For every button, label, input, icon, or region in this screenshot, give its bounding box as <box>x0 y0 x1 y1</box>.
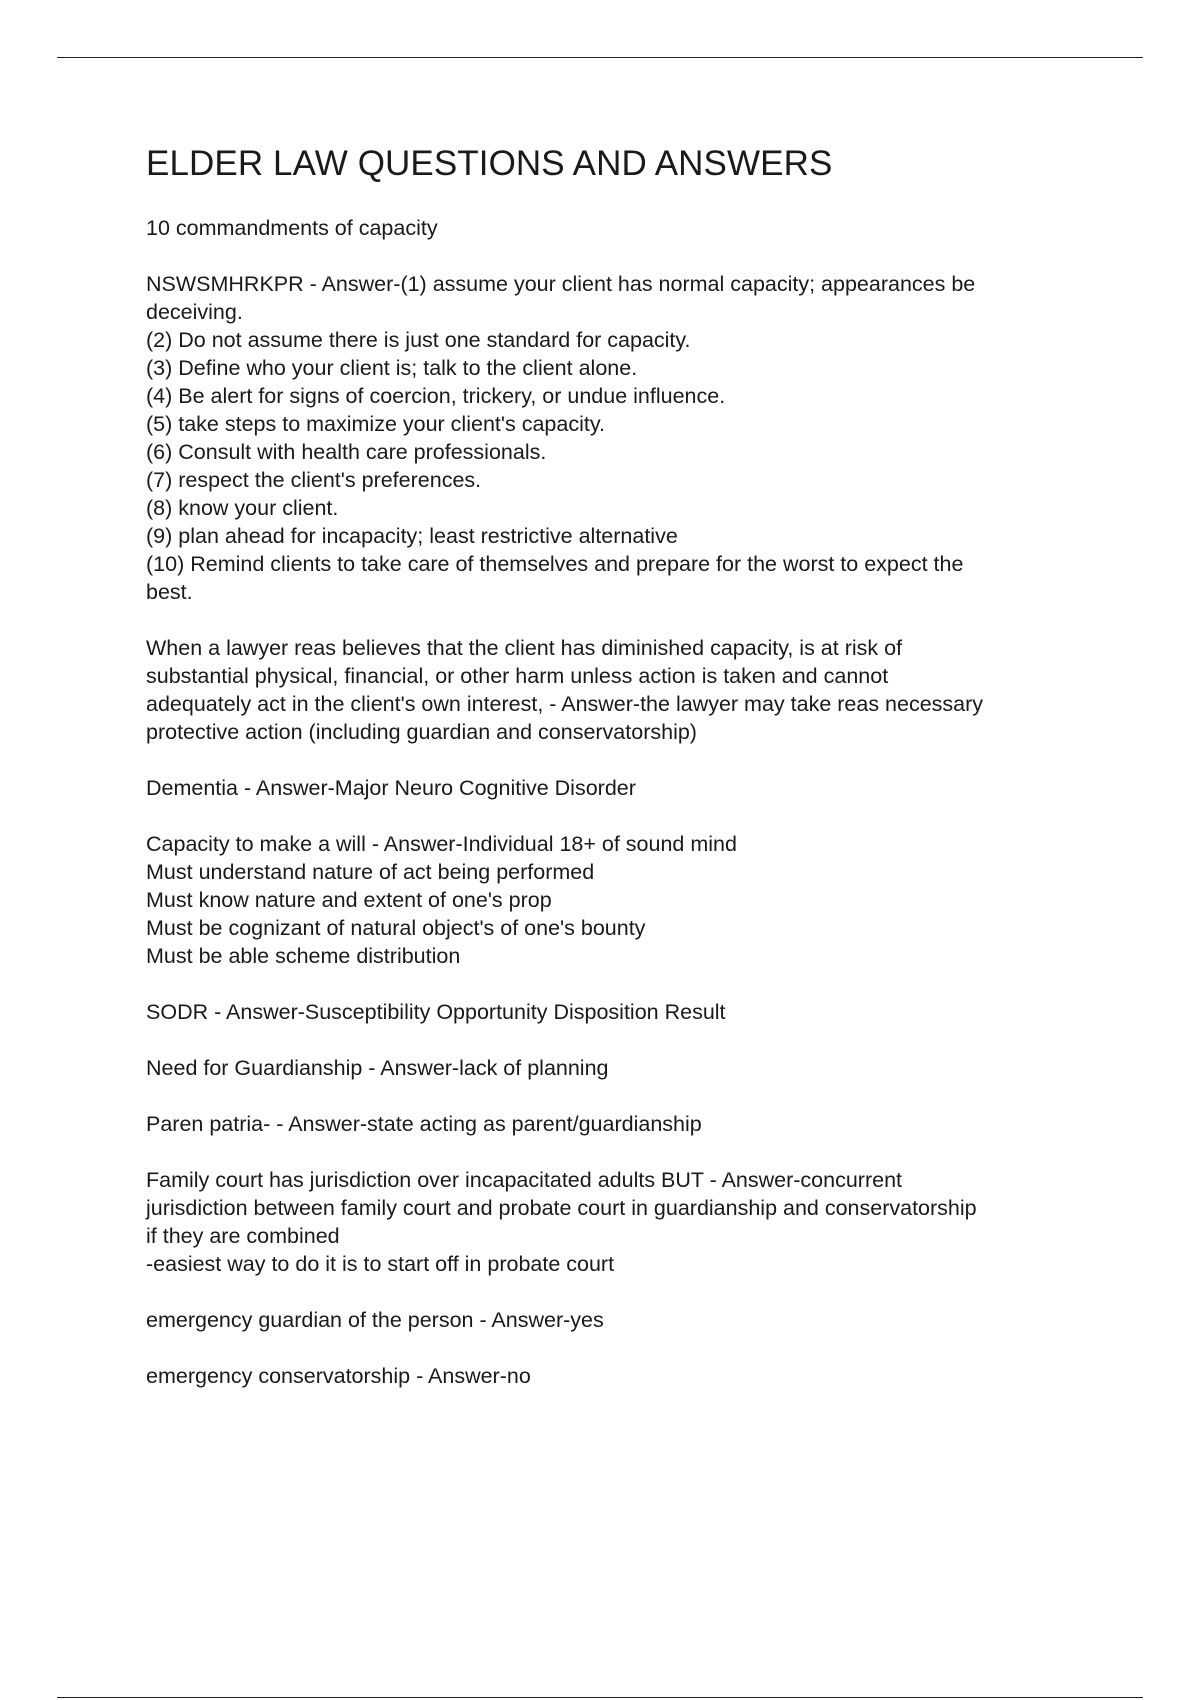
qa-line: Must know nature and extent of one's prop <box>146 888 552 912</box>
qa-item <box>146 634 1106 746</box>
document-title: ELDER LAW QUESTIONS AND ANSWERS <box>146 144 833 183</box>
qa-item <box>146 1362 1106 1390</box>
qa-line: deceiving. <box>146 300 243 324</box>
qa-item <box>146 1306 1106 1334</box>
top-rule <box>57 57 1143 58</box>
qa-line: (9) plan ahead for incapacity; least restrictive alternative <box>146 524 678 548</box>
qa-line: (7) respect the client's preferences. <box>146 468 482 492</box>
qa-line: (10) Remind clients to take care of themselves and prepare for the worst to expect the <box>146 552 964 576</box>
qa-list <box>146 270 1106 1390</box>
qa-item <box>146 270 1106 606</box>
qa-line: Capacity to make a will - Answer-Individual 18+ of sound mind <box>146 832 737 856</box>
qa-line: adequately act in the client's own interest, - Answer-the lawyer may take reas necessary <box>146 692 984 716</box>
qa-line: best. <box>146 580 193 604</box>
qa-line: jurisdiction between family court and probate court in guardianship and conservatorship <box>146 1196 977 1220</box>
qa-line: When a lawyer reas believes that the client has diminished capacity, is at risk of <box>146 636 903 660</box>
qa-line: NSWSMHRKPR - Answer-(1) assume your client has normal capacity; appearances be <box>146 272 976 296</box>
section-heading: 10 commandments of capacity <box>146 216 438 240</box>
qa-line: protective action (including guardian and conservatorship) <box>146 720 697 744</box>
qa-line: Family court has jurisdiction over incapacitated adults BUT - Answer-concurrent <box>146 1168 903 1192</box>
qa-line: (4) Be alert for signs of coercion, trickery, or undue influence. <box>146 384 726 408</box>
qa-item <box>146 830 1106 970</box>
qa-item <box>146 774 1106 802</box>
qa-line: (6) Consult with health care professionals. <box>146 440 547 464</box>
qa-line: (5) take steps to maximize your client's capacity. <box>146 412 605 436</box>
document-body <box>146 140 1106 1418</box>
qa-line: Must be cognizant of natural object's of one's bounty <box>146 916 646 940</box>
bottom-rule <box>57 1697 1143 1698</box>
qa-line: Must be able scheme distribution <box>146 944 461 968</box>
qa-item <box>146 998 1106 1026</box>
qa-line: Need for Guardianship - Answer-lack of planning <box>146 1056 609 1080</box>
qa-line: (3) Define who your client is; talk to the client alone. <box>146 356 638 380</box>
qa-item <box>146 1166 1106 1278</box>
qa-line: emergency guardian of the person - Answer-yes <box>146 1308 604 1332</box>
qa-line: (2) Do not assume there is just one standard for capacity. <box>146 328 691 352</box>
qa-line: SODR - Answer-Susceptibility Opportunity Disposition Result <box>146 1000 726 1024</box>
qa-line: emergency conservatorship - Answer-no <box>146 1364 531 1388</box>
qa-line: -easiest way to do it is to start off in probate court <box>146 1252 615 1276</box>
qa-item <box>146 1110 1106 1138</box>
qa-item <box>146 1054 1106 1082</box>
qa-line: Must understand nature of act being performed <box>146 860 595 884</box>
qa-line: Paren patria- - Answer-state acting as parent/guardianship <box>146 1112 702 1136</box>
qa-line: Dementia - Answer-Major Neuro Cognitive Disorder <box>146 776 636 800</box>
qa-line: (8) know your client. <box>146 496 339 520</box>
qa-line: substantial physical, financial, or other harm unless action is taken and cannot <box>146 664 889 688</box>
qa-line: if they are combined <box>146 1224 340 1248</box>
